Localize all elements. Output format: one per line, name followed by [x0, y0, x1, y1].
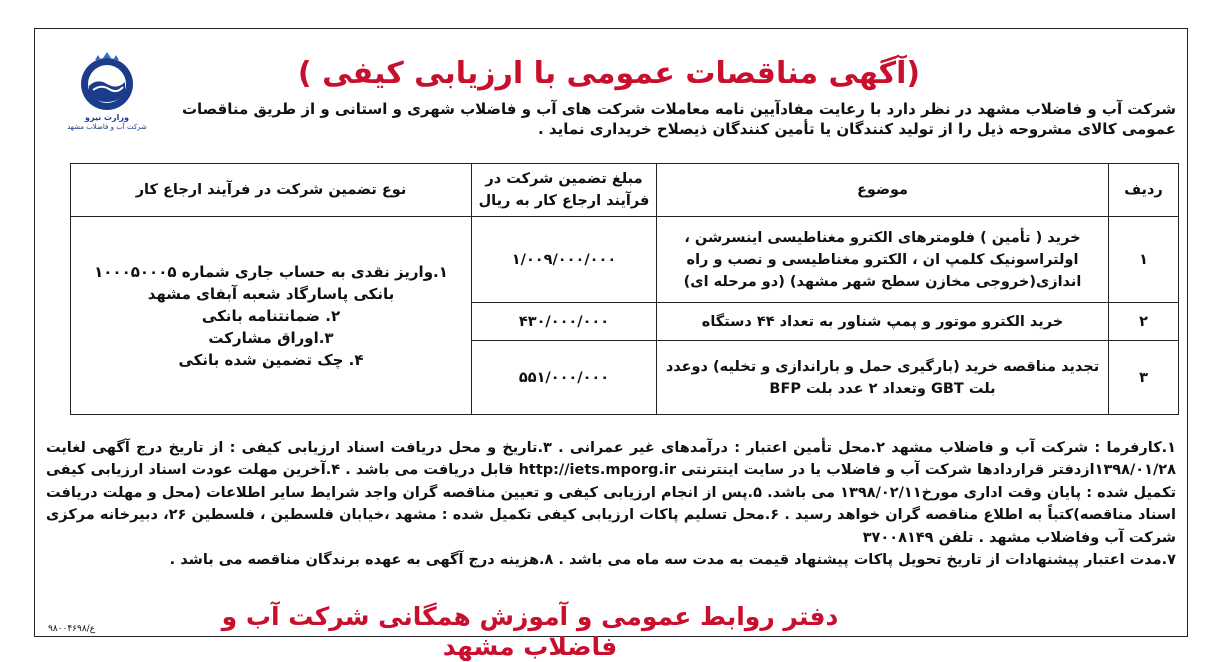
notes-paragraph-1: ۱.کارفرما : شرکت آب و فاضلاب مشهد ۲.محل تأمین اعتبار : درآمدهای غیر عمرانی . ۳.تاریخ و محل دریافت اسناد ارزیابی کیفی : از تاریخ درج آگهی لغایت ۱۳۹۸/۰۱/۲۸ازدفتر قراردادها شرکت آب و فاضلاب یا در سایت اینترنتی http://iets.mporg.ir قابل دریافت می باشد . ۴.آخرین مهلت عودت اسناد ارزیابی کیفی تکمیل شده : پایان وقت اداری مورخ۱۳۹۸/۰۲/۱۱ می باشد. ۵.پس از انجام ارزیابی کیفی و تعیین مناقصه گران واجد شرایط سایر اطلاعات (محل و مهلت دریافت اسناد مناقصه)کتباً به اطلاع مناقصه گران خواهد رسید . ۶.محل تسلیم پاکات ارزیابی کیفی تکمیل شده : مشهد ،خیابان فلسطین ، فلسطین ۲۶، دبیرخانه مرکزی شرکت آب وفاضلاب مشهد . تلفن ۳۷۰۰۸۱۴۹	[46, 440, 1177, 546]
notes-paragraph-2: ۷.مدت اعتبار پیشنهادات از تاریخ تحویل پاکات پیشنهاد قیمت به مدت سه ماه می باشد . ۸.هزینه درج آگهی به عهده برندگان مناقصه می باشد .	[169, 552, 1176, 569]
guarantee-line: ۲. ضمانتنامه بانکی	[201, 306, 341, 325]
table-header-row	[71, 164, 1179, 217]
row-subject: تجدید مناقصه خرید (بارگیری حمل و باراندازی و تخلیه) دوعدد بلت GBT وتعداد ۲ عدد بلت BFP	[657, 341, 1109, 415]
tender-table	[70, 163, 1179, 415]
logo-ministry-text: وزارت نیرو	[85, 113, 129, 122]
logo-company-text: شرکت آب و فاضلاب مشهد	[67, 123, 147, 131]
row-subject: خرید الکترو موتور و پمپ شناور به تعداد ۴۴ دستگاه	[657, 303, 1109, 341]
row-radif: ۱	[1109, 217, 1179, 303]
header-subject: موضوع	[657, 164, 1109, 217]
row-amount: ۱/۰۰۹/۰۰۰/۰۰۰	[472, 217, 657, 303]
guarantee-line: بانکی پاسارگاد شعبه آبفای مشهد	[147, 284, 395, 303]
row-amount: ۵۵۱/۰۰۰/۰۰۰	[472, 341, 657, 415]
intro-paragraph: شرکت آب و فاضلاب مشهد در نظر دارد با رعایت مفادآیین نامه معاملات شرکت های آب و فاضلاب شهری و استانی و از طریق مناقصات عمومی کالای مشروحه ذیل را از تولید کنندگان یا تأمین کنندگان ذیصلاح خریداری نماید .	[181, 100, 1176, 138]
table-row	[71, 217, 1179, 303]
ad-title: (آگهی مناقصات عمومی با ارزیابی کیفی )	[297, 56, 921, 91]
header-radif: ردیف	[1109, 164, 1179, 217]
guarantee-line: ۳.اوراق مشارکت	[208, 328, 334, 347]
header-amount: مبلغ تضمین شرکت در فرآیند ارجاع کار به ریال	[472, 164, 657, 217]
header-guarantee: نوع تضمین شرکت در فرآیند ارجاع کار	[71, 164, 472, 217]
row-radif: ۳	[1109, 341, 1179, 415]
footer-signature: دفتر روابط عمومی و آموزش همگانی شرکت آب و فاضلاب مشهد	[221, 602, 839, 661]
guarantee-cell	[71, 217, 472, 415]
guarantee-line: ۱.واریز نقدی به حساب جاری شماره ۱۰۰۰۵۰۰۰۵	[94, 262, 448, 281]
notes-section	[46, 437, 1176, 571]
row-radif: ۲	[1109, 303, 1179, 341]
row-subject: خرید ( تأمین ) فلومترهای الکترو مغناطیسی اینسرشن ، اولتراسونیک کلمپ ان ، الکترو مغناطیسی و نصب و راه اندازی(خروجی مخازن سطح شهر مشهد) (دو مرحله ای)	[657, 217, 1109, 303]
guarantee-line: ۴. چک تضمین شده بانکی	[178, 350, 364, 369]
row-amount: ۴۳۰/۰۰۰/۰۰۰	[472, 303, 657, 341]
ad-code: ع/۹۸۰۰۴۶۹۸	[48, 624, 96, 634]
